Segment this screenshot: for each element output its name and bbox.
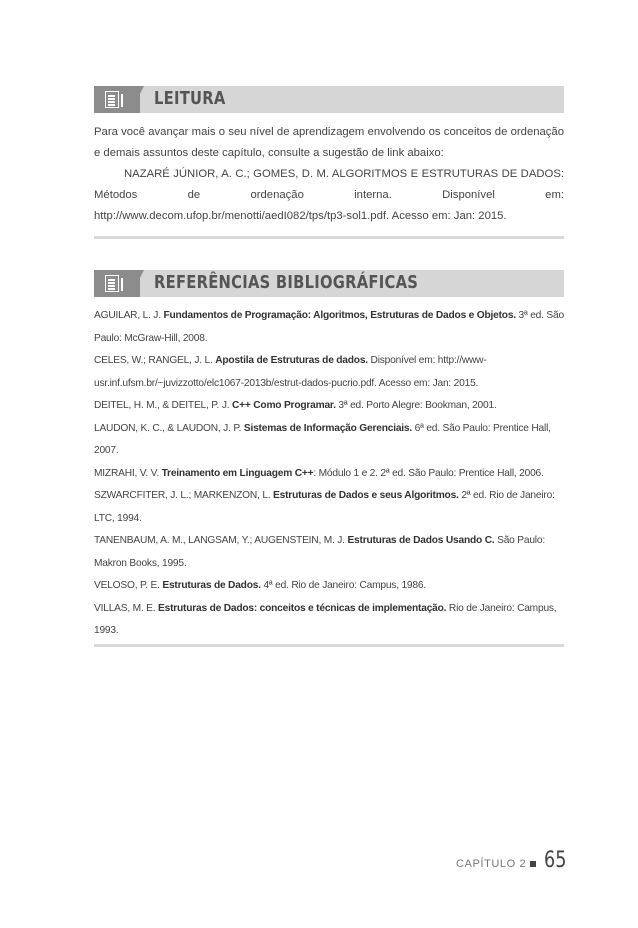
reference-item: VELOSO, P. E. Estruturas de Dados. 4ª ed. Rio de Janeiro: Campus, 1986.: [94, 580, 426, 591]
leitura-intro: Para você avançar mais o seu nível de aprendizagem envolvendo os conceitos de ordenação e demais assuntos deste capítulo, consulte a sugestão de link abaixo:: [94, 126, 564, 159]
reference-list: [94, 305, 566, 643]
divider-top: [94, 236, 564, 239]
leitura-citation: NAZARÉ JÚNIOR, A. C.; GOMES, D. M. ALGORITMOS E ESTRUTURAS DE DADOS: Métodos de ordenação interna. Disponível em: http://www.decom.ufop.br/menotti/aedI082/tps/tp3-sol1.pdf. Acesso em: Jan: 2015.: [94, 168, 564, 222]
reference-item: MIZRAHI, V. V. Treinamento em Linguagem C++: Módulo 1 e 2. 2ª ed. São Paulo: Prentice Hall, 2006.: [94, 467, 544, 479]
footer-square-icon: [530, 861, 536, 867]
reference-item: DEITEL, H. M., & DEITEL, P. J. C++ Como Programar. 3ª ed. Porto Alegre: Bookman, 2001.: [94, 400, 497, 411]
reference-item: TANENBAUM, A. M., LANGSAM, Y.; AUGENSTEIN, M. J. Estruturas de Dados Usando C. São Paulo: Makron Books, 1995.: [94, 535, 545, 569]
reference-item: CELES, W.; RANGEL, J. L. Apostila de Estruturas de dados. Disponível em: http://www-usr.inf.ufsm.br/~juvizzotto/elc1067-2013b/estrut-dados-pucrio.pdf. Acesso em: Jan: 2015.: [94, 355, 487, 389]
leitura-body: [94, 122, 564, 227]
chapter-label: CAPÍTULO 2: [456, 858, 527, 870]
document-icon: [105, 91, 119, 108]
leitura-title: LEITURA: [154, 88, 226, 109]
reference-item: LAUDON, K. C., & LAUDON, J. P. Sistemas de Informação Gerenciais. 6ª ed. São Paulo: Prentice Hall, 2007.: [94, 422, 551, 456]
reference-item: AGUILAR, L. J. Fundamentos de Programação: Algoritmos, Estruturas de Dados e Objetos. 3ª ed. São Paulo: McGraw-Hill, 2008.: [94, 310, 564, 344]
divider-bottom: [94, 644, 564, 647]
leitura-header: [94, 86, 564, 113]
reference-item: VILLAS, M. E. Estruturas de Dados: conceitos e técnicas de implementação. Rio de Janeiro: Campus, 1993.: [94, 602, 557, 636]
document-icon: [105, 275, 119, 292]
page-number: 65: [544, 848, 567, 873]
referencias-title: REFERÊNCIAS BIBLIOGRÁFICAS: [154, 272, 419, 293]
referencias-header: [94, 270, 564, 297]
reference-item: SZWARCFITER, J. L.; MARKENZON, L. Estruturas de Dados e seus Algoritmos. 2ª ed. Rio de Janeiro: LTC, 1994.: [94, 490, 555, 524]
